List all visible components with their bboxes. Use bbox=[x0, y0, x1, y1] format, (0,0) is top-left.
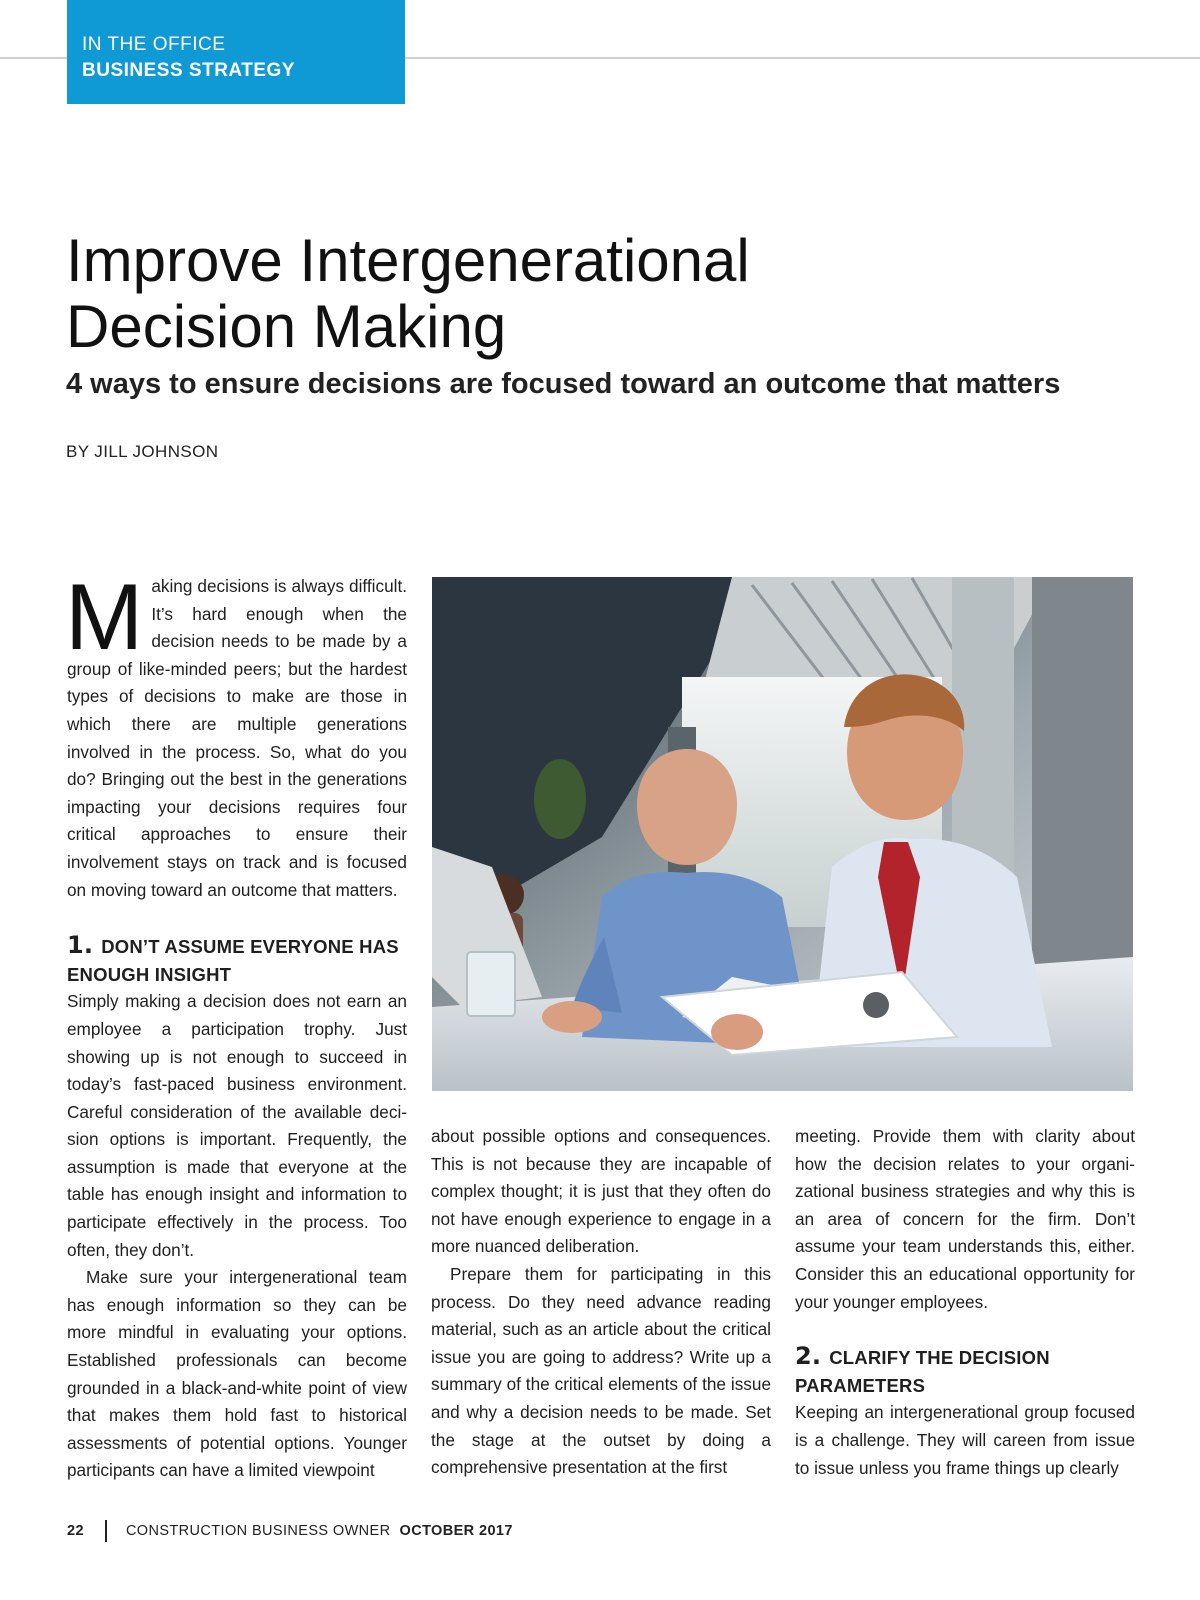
byline: BY JILL JOHNSON bbox=[66, 442, 219, 461]
section-2-paragraph-1: Keeping an intergenerational group focused is a challenge. They will careen from issue to issue unless you frame things up clearly bbox=[795, 1402, 1135, 1478]
section-1-paragraph-1: Simply making a decision does not earn an employee a participation trophy. Just showing up is not enough to succeed in today’s fast-paced business environment. Careful consideration of the available decision options is important. Frequently, the assumption is made that everyone at the table has enough insight and information to participate effectively in the process. Too often, they don’t. bbox=[67, 991, 407, 1260]
office-meeting-illustration bbox=[432, 577, 1133, 1091]
section-1-title: DON’T ASSUME EVERYONE HAS ENOUGH INSIGHT bbox=[67, 936, 399, 985]
article-title-line2: Decision Making bbox=[66, 293, 507, 360]
article-title bbox=[66, 228, 1066, 360]
page-number: 22 bbox=[67, 1523, 84, 1539]
section-1-heading bbox=[67, 932, 407, 988]
section-1-paragraph-3-continued: meeting. Provide them with clarity about how the decision relates to your organizational business strategies and why this is an area of concern for the firm. Don’t assume your team understands this, either. Consider this an educational opportunity for your younger employees. bbox=[795, 1126, 1135, 1312]
article-subtitle: 4 ways to ensure decisions are focused toward an outcome that matters bbox=[66, 368, 1061, 400]
column-3 bbox=[795, 1123, 1135, 1482]
section-1-number: 1. bbox=[67, 931, 94, 960]
section-kicker: IN THE OFFICE bbox=[82, 34, 226, 55]
drop-cap: M bbox=[65, 564, 144, 669]
issue-date: OCTOBER 2017 bbox=[399, 1523, 513, 1539]
section-tag bbox=[67, 0, 405, 104]
section-1-paragraph-3: Prepare them for participating in this process. Do they need advance reading material, such as an article about the critical issue you are going to address? Write up a summary of the critical elements of the issue and why a decision needs to be made. Set the stage at the outset by doing a comprehensive presentation at the first bbox=[431, 1263, 771, 1478]
footer-divider bbox=[105, 1520, 107, 1542]
office-meeting-photo bbox=[432, 577, 1133, 1091]
section-1-paragraph-2: Make sure your intergenerational team has enough information so they can be more mindful in evaluating your options. Established professionals can become grounded in a black-and-white point of view that makes them hold fast to historical assessments of potential options. Younger participants can have a limited viewpoint bbox=[67, 1267, 407, 1481]
column-1 bbox=[65, 564, 407, 1485]
page-footer bbox=[67, 1520, 513, 1542]
article-title-line1: Improve Intergenerational bbox=[66, 227, 750, 294]
section-2-title: CLARIFY THE DECISION PARAMETERS bbox=[795, 1347, 1050, 1396]
publication-name: CONSTRUCTION BUSINESS OWNER bbox=[125, 1523, 391, 1539]
section-2-number: 2. bbox=[795, 1342, 822, 1371]
intro-paragraph bbox=[65, 564, 407, 904]
section-name: BUSINESS STRATEGY bbox=[82, 60, 295, 81]
section-1-paragraph-2-continued: about possible options and consequences. This is not because they are incapable of complex thought; it is just that they often do not have enough experience to engage in a more nuanced deliberation. bbox=[431, 1126, 771, 1257]
intro-text: aking decisions is always difficult. It’s hard enough when the decision needs to be made by a group of like-minded peers; but the hardest types of decisions to make are those in which there are multiple generations involved in the process. So, what do you do? Bringing out the best in the generations impacting your decisions requires four critical approaches to ensure their involvement stays on track and is focused on moving toward an outcome that matters. bbox=[67, 576, 407, 900]
column-2 bbox=[431, 1123, 771, 1482]
section-2-heading bbox=[795, 1343, 1135, 1399]
